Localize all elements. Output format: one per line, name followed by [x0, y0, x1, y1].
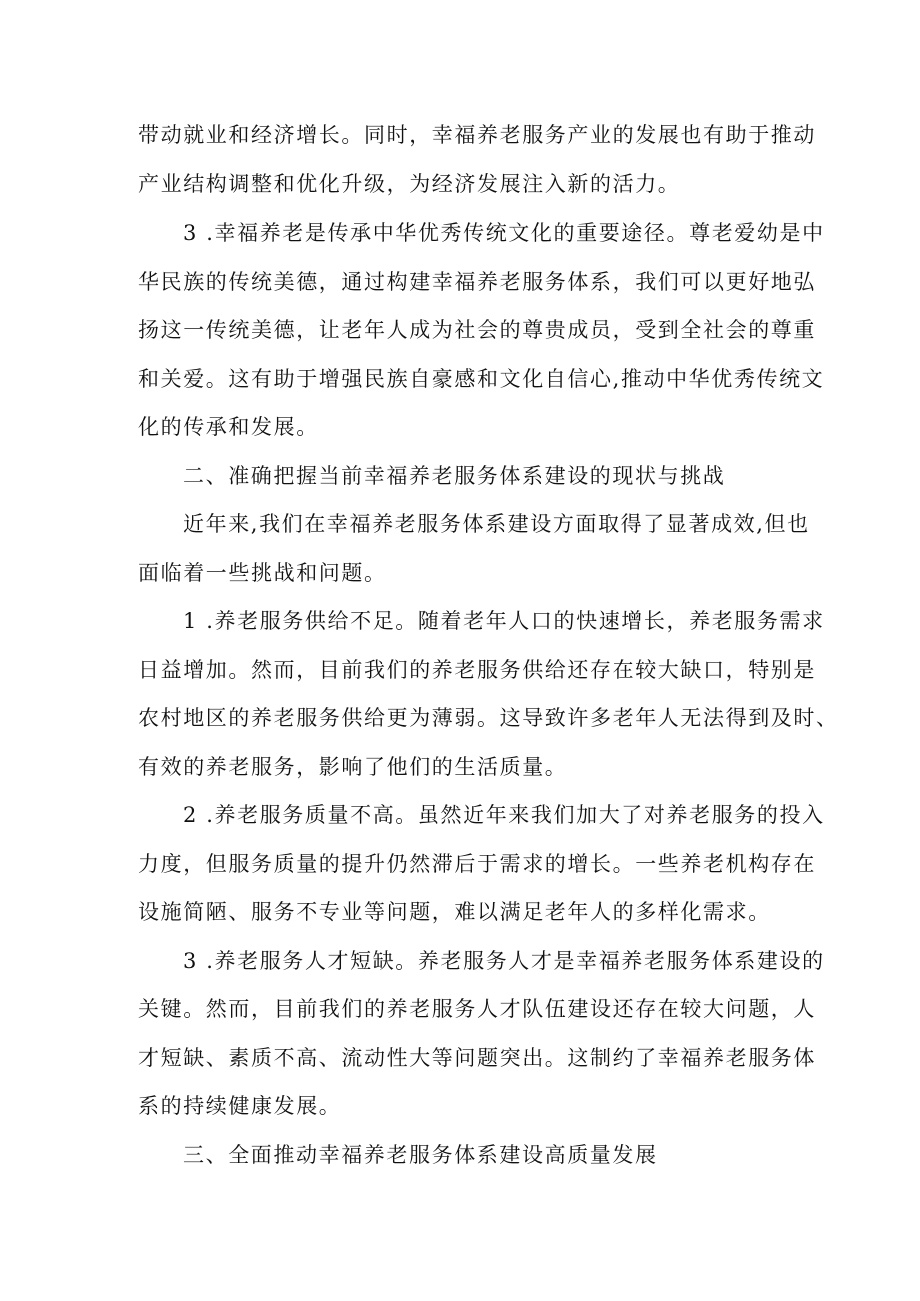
text-line: 化的传承和发展。	[138, 415, 319, 439]
text-line: 扬这一传统美德，让老年人成为社会的尊贵成员，受到全社会的尊重	[138, 318, 816, 342]
item-2-heading: 2 .养老服务质量不高。虽然近年来我们加大了对养老服务的投入	[183, 803, 825, 827]
text-line: 和关爱。这有助于增强民族自豪感和文化自信心,推动中华优秀传统文	[138, 367, 825, 391]
text-line: 农村地区的养老服务供给更为薄弱。这导致许多老年人无法得到及时、	[138, 706, 839, 730]
section-heading-3: 三、全面推动幸福养老服务体系建设高质量发展	[183, 1143, 658, 1167]
text-line: 系的持续健康发展。	[138, 1094, 342, 1118]
item-1-heading: 1 .养老服务供给不足。随着老年人口的快速增长，养老服务需求	[183, 609, 825, 633]
text-line: 带动就业和经济增长。同时，幸福养老服务产业的发展也有助于推动	[138, 123, 816, 147]
text-line: 有效的养老服务，影响了他们的生活质量。	[138, 755, 568, 779]
text-line: 日益增加。然而，目前我们的养老服务供给还存在较大缺口，特别是	[138, 658, 816, 682]
text-line: 关键。然而，目前我们的养老服务人才队伍建设还存在较大问题，人	[138, 997, 816, 1021]
text-line: 面临着一些挑战和问题。	[138, 561, 387, 585]
text-line: 产业结构调整和优化升级，为经济发展注入新的活力。	[138, 172, 681, 196]
text-line: 力度，但服务质量的提升仍然滞后于需求的增长。一些养老机构存在	[138, 852, 816, 876]
text-line: 近年来,我们在幸福养老服务体系建设方面取得了显著成效,但也	[183, 512, 810, 536]
item-3-heading: 3 .养老服务人才短缺。养老服务人才是幸福养老服务体系建设的	[183, 949, 825, 973]
paragraph-3-heading: 3 .幸福养老是传承中华优秀传统文化的重要途径。尊老爱幼是中	[183, 221, 825, 245]
text-line: 设施简陋、服务不专业等问题，难以满足老年人的多样化需求。	[138, 900, 771, 924]
text-line: 才短缺、素质不高、流动性大等问题突出。这制约了幸福养老服务体	[138, 1046, 816, 1070]
text-line: 华民族的传统美德，通过构建幸福养老服务体系，我们可以更好地弘	[138, 270, 816, 294]
section-heading-2: 二、准确把握当前幸福养老服务体系建设的现状与挑战	[183, 464, 726, 488]
